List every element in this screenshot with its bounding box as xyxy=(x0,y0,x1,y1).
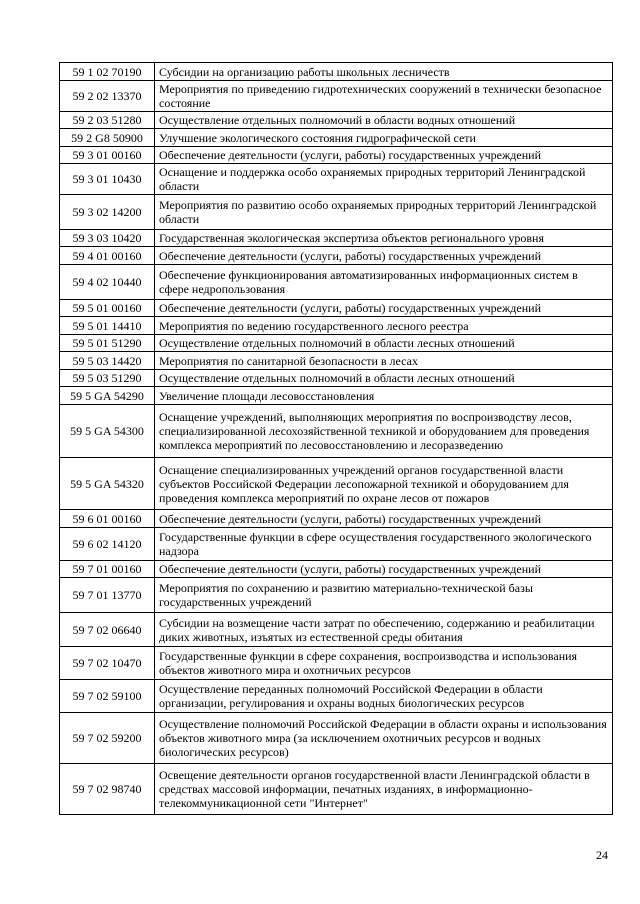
description-cell: Осуществление отдельных полномочий в области лесных отношений xyxy=(155,335,613,352)
description-cell: Обеспечение деятельности (услуги, работы) государственных учреждений xyxy=(155,561,613,578)
budget-codes-table xyxy=(59,62,613,815)
table-row xyxy=(60,387,613,405)
table-row xyxy=(60,510,613,528)
budget-code-cell: 59 5 01 00160 xyxy=(60,300,155,317)
budget-code-cell: 59 3 01 00160 xyxy=(60,147,155,164)
table-row xyxy=(60,680,613,713)
table-row xyxy=(60,352,613,370)
description-cell: Мероприятия по санитарной безопасности в лесах xyxy=(155,352,613,370)
table-row xyxy=(60,613,613,647)
budget-code-cell: 59 7 02 59200 xyxy=(60,713,155,764)
table-row xyxy=(60,405,613,458)
description-cell: Обеспечение деятельности (услуги, работы) государственных учреждений xyxy=(155,300,613,317)
table-row xyxy=(60,370,613,387)
description-cell: Мероприятия по развитию особо охраняемых природных территорий Ленинградской области xyxy=(155,195,613,230)
description-cell: Освещение деятельности органов государственной власти Ленинградской области в средствах массовой информации, печатных изданиях, в информационно-телекоммуникационной сети "Интернет" xyxy=(155,764,613,815)
budget-code-cell: 59 7 02 10470 xyxy=(60,647,155,680)
description-cell: Субсидии на организацию работы школьных лесничеств xyxy=(155,63,613,81)
description-cell: Обеспечение деятельности (услуги, работы) государственных учреждений xyxy=(155,510,613,528)
description-cell: Улучшение экологического состояния гидрографической сети xyxy=(155,129,613,147)
table-row xyxy=(60,561,613,578)
description-cell: Обеспечение деятельности (услуги, работы) государственных учреждений xyxy=(155,247,613,265)
table-row xyxy=(60,63,613,81)
budget-code-cell: 59 3 02 14200 xyxy=(60,195,155,230)
table-row xyxy=(60,247,613,265)
budget-code-cell: 59 2 02 13370 xyxy=(60,81,155,112)
budget-code-cell: 59 5 01 51290 xyxy=(60,335,155,352)
description-cell: Осуществление переданных полномочий Российской Федерации в области организации, регулирования и охраны водных биологических ресурсов xyxy=(155,680,613,713)
budget-code-cell: 59 5 01 14410 xyxy=(60,317,155,335)
budget-code-cell: 59 3 01 10430 xyxy=(60,164,155,195)
budget-code-cell: 59 7 02 59100 xyxy=(60,680,155,713)
budget-code-cell: 59 7 01 13770 xyxy=(60,578,155,613)
description-cell: Оснащение учреждений, выполняющих мероприятия по воспроизводству лесов, специализированной лесохозяйственной техникой и оборудованием для проведения комплекса мероприятий по лесовосстановлению и лесоразведению xyxy=(155,405,613,458)
description-cell: Мероприятия по ведению государственного лесного реестра xyxy=(155,317,613,335)
budget-code-cell: 59 2 03 51280 xyxy=(60,112,155,129)
table-row xyxy=(60,195,613,230)
table-row xyxy=(60,647,613,680)
description-cell: Обеспечение деятельности (услуги, работы) государственных учреждений xyxy=(155,147,613,164)
table-row xyxy=(60,764,613,815)
description-cell: Оснащение и поддержка особо охраняемых природных территорий Ленинградской области xyxy=(155,164,613,195)
description-cell: Оснащение специализированных учреждений органов государственной власти субъектов Российской Федерации лесопожарной техникой и оборудованием для проведения комплекса мероприятий по охране лесов от пожаров xyxy=(155,458,613,510)
budget-code-cell: 59 6 02 14120 xyxy=(60,528,155,561)
budget-code-cell: 59 4 02 10440 xyxy=(60,265,155,300)
table-row xyxy=(60,458,613,510)
budget-code-cell: 59 6 01 00160 xyxy=(60,510,155,528)
budget-code-cell: 59 5 03 51290 xyxy=(60,370,155,387)
description-cell: Мероприятия по сохранению и развитию материально-технической базы государственных учреждений xyxy=(155,578,613,613)
budget-code-cell: 59 3 03 10420 xyxy=(60,230,155,247)
table-row xyxy=(60,528,613,561)
table-row xyxy=(60,164,613,195)
description-cell: Увеличение площади лесовосстановления xyxy=(155,387,613,405)
table-row xyxy=(60,335,613,352)
description-cell: Осуществление отдельных полномочий в области лесных отношений xyxy=(155,370,613,387)
table-row xyxy=(60,230,613,247)
table-row xyxy=(60,81,613,112)
description-cell: Осуществление отдельных полномочий в области водных отношений xyxy=(155,112,613,129)
description-cell: Государственная экологическая экспертиза объектов регионального уровня xyxy=(155,230,613,247)
description-cell: Мероприятия по приведению гидротехнических сооружений в технически безопасное состояние xyxy=(155,81,613,112)
budget-code-cell: 59 7 01 00160 xyxy=(60,561,155,578)
table-row xyxy=(60,265,613,300)
table-row xyxy=(60,112,613,129)
budget-code-cell: 59 2 G8 50900 xyxy=(60,129,155,147)
description-cell: Государственные функции в сфере осуществления государственного экологического надзора xyxy=(155,528,613,561)
description-cell: Субсидии на возмещение части затрат по обеспечению, содержанию и реабилитации диких животных, изъятых из естественной среды обитания xyxy=(155,613,613,647)
budget-code-cell: 59 7 02 06640 xyxy=(60,613,155,647)
table-row xyxy=(60,713,613,764)
table-row xyxy=(60,147,613,164)
table-row xyxy=(60,578,613,613)
budget-code-cell: 59 1 02 70190 xyxy=(60,63,155,81)
table-row xyxy=(60,317,613,335)
budget-code-cell: 59 5 GA 54300 xyxy=(60,405,155,458)
table-body xyxy=(60,63,613,815)
budget-code-cell: 59 5 03 14420 xyxy=(60,352,155,370)
budget-code-cell: 59 5 GA 54290 xyxy=(60,387,155,405)
budget-code-cell: 59 5 GA 54320 xyxy=(60,458,155,510)
description-cell: Осуществление полномочий Российской Федерации в области охраны и использования объектов животного мира (за исключением охотничьих ресурсов и водных биологических ресурсов) xyxy=(155,713,613,764)
description-cell: Обеспечение функционирования автоматизированных информационных систем в сфере недропользования xyxy=(155,265,613,300)
page-number: 24 xyxy=(596,848,608,862)
table-row xyxy=(60,300,613,317)
description-cell: Государственные функции в сфере сохранения, воспроизводства и использования объектов животного мира и охотничьих ресурсов xyxy=(155,647,613,680)
table-row xyxy=(60,129,613,147)
budget-code-cell: 59 4 01 00160 xyxy=(60,247,155,265)
budget-code-cell: 59 7 02 98740 xyxy=(60,764,155,815)
